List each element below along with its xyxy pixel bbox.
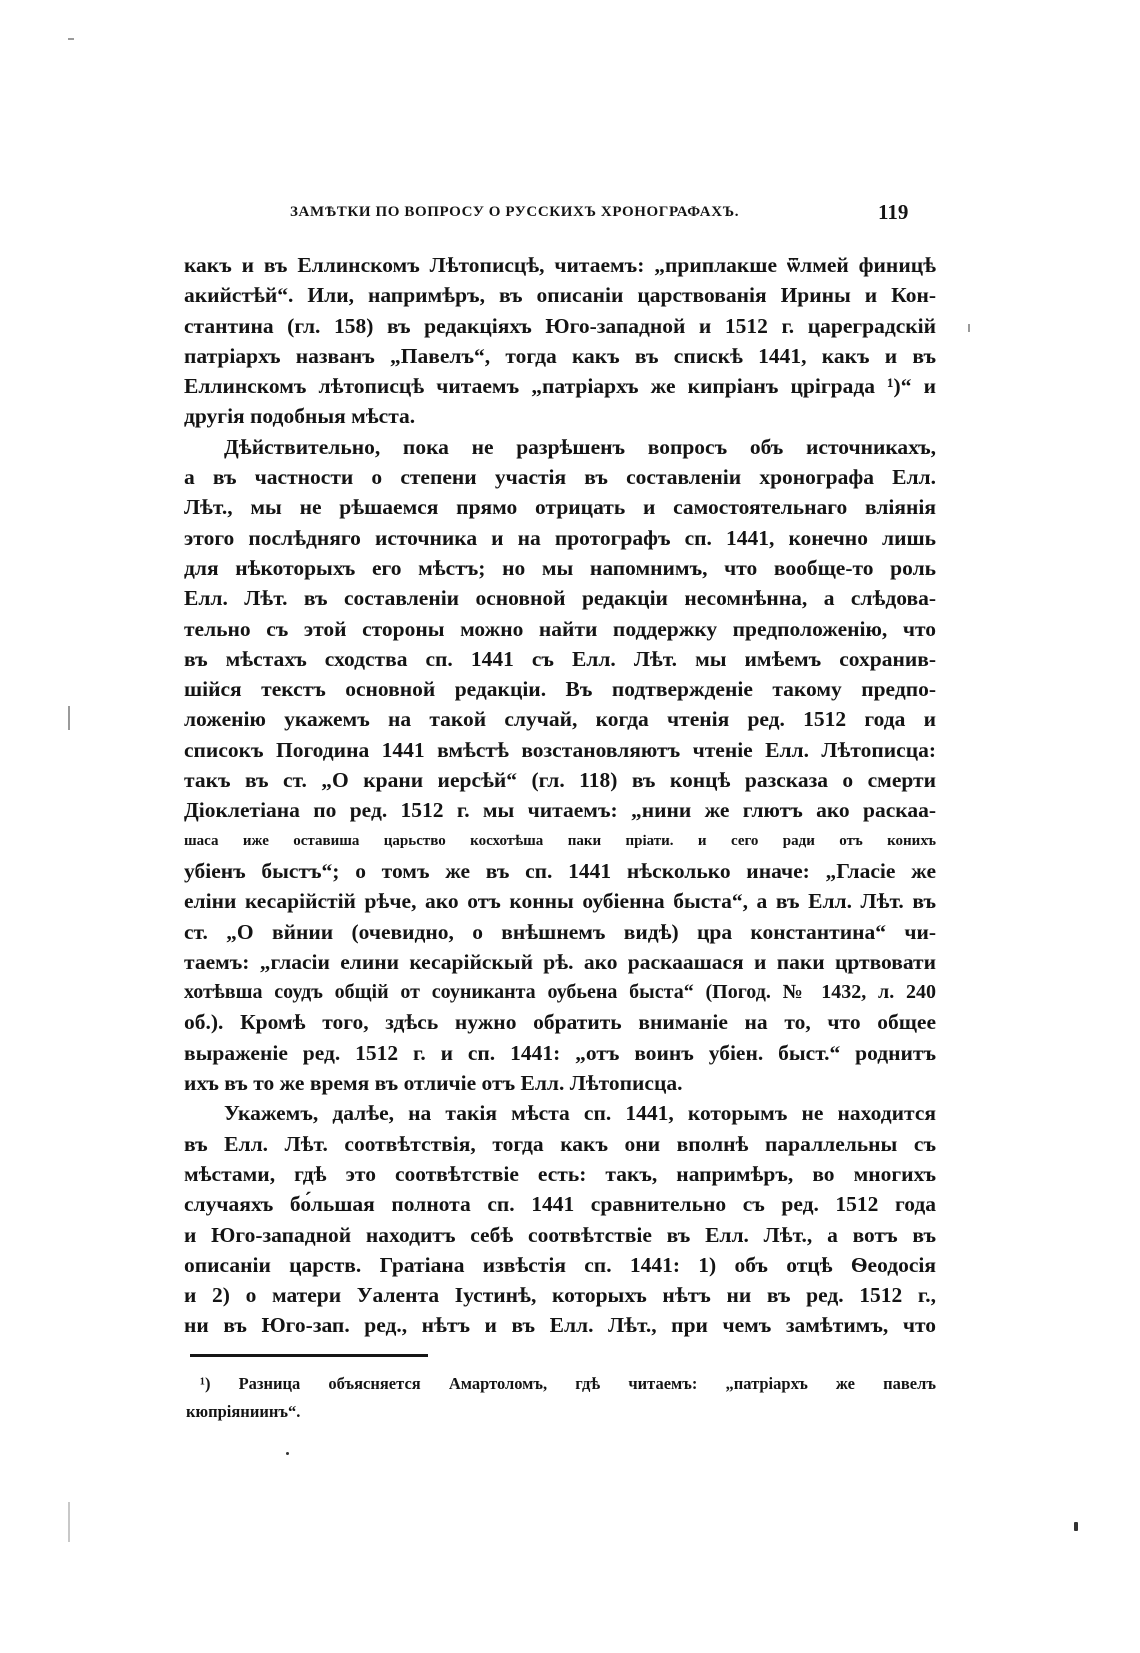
text-line: ихъ въ то же время въ отличіе отъ Елл. Лѣтописца. <box>184 1071 683 1096</box>
text-line: выраженіе ред. 1512 г. и сп. 1441: „отъ воинъ убіен. быст.“ роднитъ <box>184 1040 936 1065</box>
text-line: а въ частности о степени участія въ составленіи хронографа Елл. <box>184 465 936 490</box>
text-line: патріархъ названъ „Павелъ“, тогда какъ въ спискѣ 1441, какъ и въ <box>184 343 936 368</box>
text-line: какъ и въ Еллинскомъ Лѣтописцѣ, читаемъ: „приплакше ѿлмей финицѣ <box>184 253 936 277</box>
text-line: хотѣвша соудъ общій от соуниканта оубьена быста“ (Погод. № 1432, л. 240 <box>184 981 936 1004</box>
text-line: еліни кесарійстій рѣче, ако отъ конны оубіенна быста“, а въ Елл. Лѣт. въ <box>184 889 936 914</box>
text-line: стантина (гл. 158) въ редакціяхъ Юго-западной и 1512 г. цареградскій <box>184 313 936 338</box>
text-line: акийстѣй“. Или, напримѣръ, въ описаніи царствованія Ирины и Кон- <box>184 283 936 308</box>
scan-artifact <box>968 324 970 332</box>
footnote-divider <box>190 1354 428 1357</box>
body-text <box>184 250 936 1341</box>
text-line: списокъ Погодина 1441 вмѣстѣ возстановляютъ чтеніе Елл. Лѣтописца: <box>184 737 936 762</box>
text-line: Лѣт., мы не рѣшаемся прямо отрицать и самостоятельнаго вліянія <box>184 495 936 520</box>
text-line: въ мѣстахъ сходства сп. 1441 съ Елл. Лѣт. мы имѣемъ сохранив- <box>184 646 936 671</box>
text-line: об.). Кромѣ того, здѣсь нужно обратить вниманіе на то, что общее <box>184 1010 936 1035</box>
page-number: 119 <box>878 200 909 224</box>
text-line: тельно съ этой стороны можно найти поддержку предположенію, что <box>184 616 936 641</box>
text-line: Укажемъ, далѣе, на такія мѣста сп. 1441, которымъ не находится <box>224 1101 936 1126</box>
footnote <box>186 1370 936 1426</box>
text-line: таемъ: „гласіи елини кесарійскый рѣ. ако раскаашася и паки цртвовати <box>184 949 936 974</box>
text-line: Діоклетіана по ред. 1512 г. мы читаемъ: „нини же глютъ ако раскаа- <box>184 798 936 823</box>
text-line: и 2) о матери Уалента Іустинѣ, которыхъ нѣтъ ни въ ред. 1512 г., <box>184 1283 936 1308</box>
text-line: Еллинскомъ лѣтописцѣ читаемъ „патріархъ же кипріанъ цріграда ¹)“ и <box>184 374 936 399</box>
scan-artifact <box>68 38 74 40</box>
text-line: мѣстами, гдѣ это соотвѣтствіе есть: такъ, напримѣръ, во многихъ <box>184 1161 936 1186</box>
ink-speck <box>286 1452 289 1455</box>
text-line: шаса иже оставиша царьство косхотѣша паки пріати. и сего ради отъ конихъ <box>184 832 936 849</box>
text-line: этого послѣдняго источника и на протографъ сп. 1441, конечно лишь <box>184 525 936 550</box>
text-line: ни въ Юго-зап. ред., нѣтъ и въ Елл. Лѣт., при чемъ замѣтимъ, что <box>184 1313 936 1338</box>
text-line: въ Елл. Лѣт. соотвѣтствія, тогда какъ они вполнѣ параллельны съ <box>184 1131 936 1156</box>
running-title: ЗАМѢТКИ ПО ВОПРОСУ О РУССКИХЪ ХРОНОГРАФАХЪ. <box>290 204 740 220</box>
text-line: описаніи царств. Гратіана извѣстія сп. 1441: 1) объ отцѣ Ѳеодосія <box>184 1252 936 1277</box>
text-line: Дѣйствительно, пока не разрѣшенъ вопросъ объ источникахъ, <box>224 434 936 459</box>
text-line: Елл. Лѣт. въ составленіи основной редакціи несомнѣнна, а слѣдова- <box>184 586 936 611</box>
text-line: шійся текстъ основной редакціи. Въ подтвержденіе такому предпо- <box>184 677 936 702</box>
text-line: такъ въ ст. „О крани иерсѣй“ (гл. 118) въ концѣ разсказа о смерти <box>184 768 936 793</box>
text-line: убіенъ быстъ“; о томъ же въ сп. 1441 нѣсколько иначе: „Гласіе же <box>184 858 936 883</box>
text-line: случаяхъ бо́льшая полнота сп. 1441 сравнительно съ ред. 1512 года <box>184 1192 936 1217</box>
scan-artifact <box>68 1502 70 1542</box>
ink-speck <box>1074 1522 1078 1531</box>
text-line: и Юго-западной находитъ себѣ соотвѣтствіе въ Елл. Лѣт., а вотъ въ <box>184 1222 936 1247</box>
text-line: ст. „О вйнии (очевидно, о внѣшнемъ видѣ) цра константина“ чи- <box>184 919 936 944</box>
footnote-line: ¹) Разница объясняется Амартоломъ, гдѣ читаемъ: „патріархъ же павелъ <box>200 1374 936 1393</box>
text-line: для нѣкоторыхъ его мѣстъ; но мы напомнимъ, что вообще-то роль <box>184 555 936 580</box>
footnote-line: кюпріяниинъ“. <box>186 1402 301 1421</box>
text-line: другія подобныя мѣста. <box>184 404 416 429</box>
scan-artifact <box>68 706 70 730</box>
text-line: ложенію укажемъ на такой случай, когда чтенія ред. 1512 года и <box>184 707 936 732</box>
